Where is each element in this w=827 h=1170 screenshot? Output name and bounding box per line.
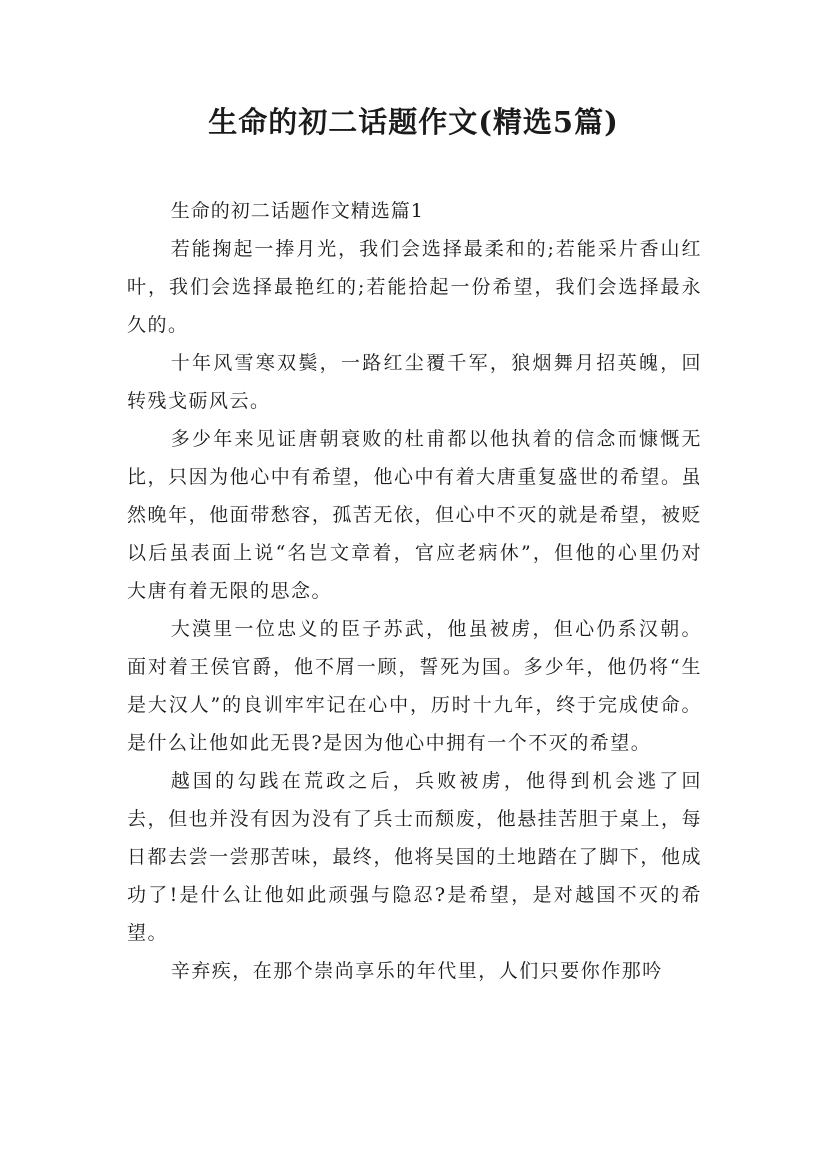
- paragraph: 多少年来见证唐朝衰败的杜甫都以他执着的信念而慷慨无比，只因为他心中有希望，他心中有着大唐重复盛世的希望。虽然晚年，他面带愁容，孤苦无依，但心中不灭的就是希望，被贬以后虽表面上说“名岂文章着，官应老病休”，但他的心里仍对大唐有着无限的思念。: [127, 428, 702, 602]
- document-title: 生命的初二话题作文(精选5篇): [208, 105, 619, 139]
- paragraph: 大漠里一位忠义的臣子苏武，他虽被虏，但心仍系汉朝。面对着王侯官爵，他不屑一顾，誓死为国。多少年，他仍将“生是大汉人”的良训牢牢记在心中，历时十九年，终于完成使命。是什么让他如此无畏?是因为他心中拥有一个不灭的希望。: [127, 618, 702, 754]
- paragraph: 辛弃疾，在那个崇尚享乐的年代里，人们只要你作那吟: [170, 960, 663, 982]
- document-body: [127, 192, 702, 990]
- paragraph: 若能掬起一捧月光，我们会选择最柔和的;若能采片香山红叶，我们会选择最艳红的;若能拾起一份希望，我们会选择最永久的。: [127, 238, 702, 336]
- paragraph: 越国的勾践在荒政之后，兵败被虏，他得到机会逃了回去，但也并没有因为没有了兵士而颓废，他悬挂苦胆于桌上，每日都去尝一尝那苦味，最终，他将吴国的土地踏在了脚下，他成功了!是什么让他如此顽强与隐忍?是希望，是对越国不灭的希望。: [127, 770, 702, 944]
- section-heading: 生命的初二话题作文精选篇1: [170, 200, 424, 222]
- paragraph: 十年风雪寒双鬓，一路红尘覆千军，狼烟舞月招英魄，回转残戈砺风云。: [127, 352, 702, 412]
